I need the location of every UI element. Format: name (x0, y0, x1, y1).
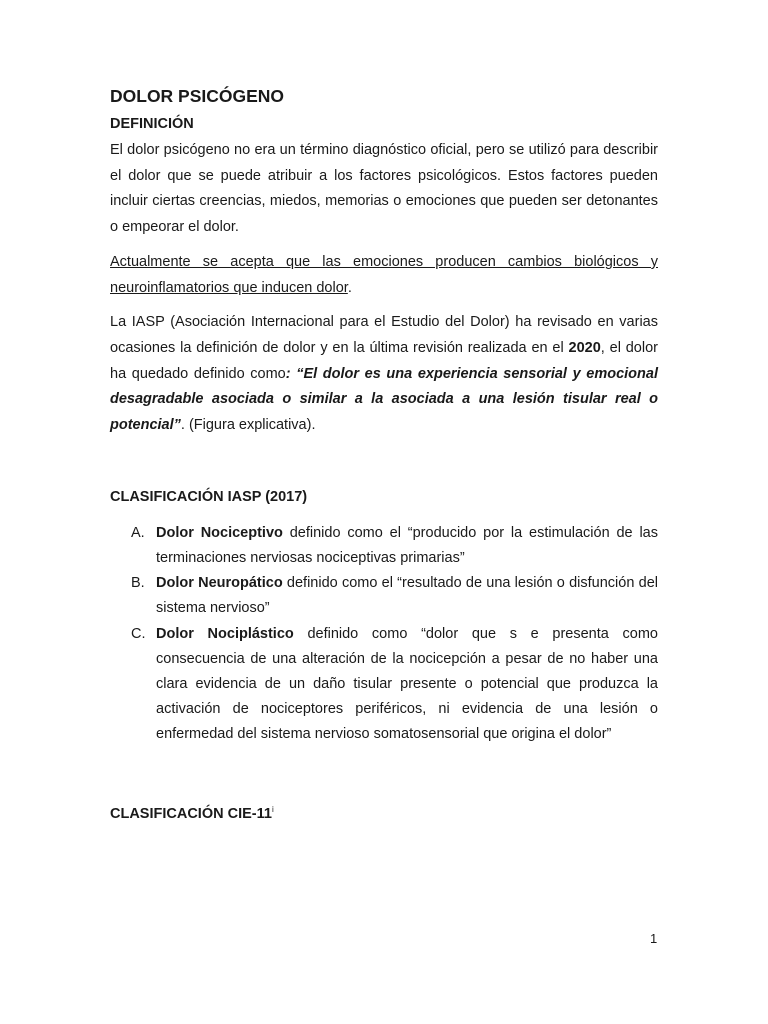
list-marker: B. (131, 575, 145, 592)
iasp-classification-heading: CLASIFICACIÓN IASP (2017) (110, 488, 308, 505)
list-item (110, 571, 658, 621)
list-term: Dolor Nociplástico (156, 625, 294, 642)
list-text: definido como “dolor que s e presenta como consecuencia de una alteración de la nocicepción a pesar de no haber una clara evidencia de un daño tisular presente o potencial que produzca la activación de nociceptores periféricos, ni evidencia de una lesión o enfermedad del sistema nervioso somatosensorial que origina el dolor” (156, 625, 658, 743)
paragraph-2-end: . (347, 279, 352, 296)
pain-definition-quote: “El dolor es una experiencia sensorial y emocional desagradable asociada o similar a la asociada a una lesión tisular real o potencial” (110, 365, 658, 434)
list-term: Dolor Nociceptivo (156, 524, 283, 541)
cie-classification-heading (110, 800, 658, 824)
definition-paragraph-2 (110, 250, 658, 301)
list-text: definido como el “resultado de una lesión o disfunción del sistema nervioso” (156, 575, 658, 617)
document-page (110, 84, 658, 823)
paragraph-3-end: . (Figura explicativa). (180, 417, 316, 434)
definition-paragraph-3 (110, 310, 658, 439)
iasp-classification-list (110, 521, 658, 748)
list-marker: C. (131, 625, 146, 642)
list-item (110, 521, 658, 571)
list-marker: A. (131, 524, 145, 541)
year-2020: 2020 (568, 339, 601, 356)
list-term: Dolor Neuropático (156, 575, 283, 592)
cie-heading-text: CLASIFICACIÓN CIE-11 (110, 805, 272, 822)
paragraph-3-start: La IASP (Asociación Internacional para el Estudio del Dolor) ha revisado en varias ocasiones la definición de dolor y en la última revisión realizada en el (110, 314, 658, 356)
underlined-statement: Actualmente se acepta que las emociones producen cambios biológicos y neuroinflamatorios que inducen dolor (110, 253, 658, 296)
paragraph-3-mid: , el dolor ha quedado definido como (110, 339, 658, 382)
footnote-marker[interactable]: i (271, 804, 274, 814)
page-number: 1 (650, 931, 658, 946)
paragraph-3-colon: : (285, 365, 297, 382)
document-title: DOLOR PSICÓGENO (110, 86, 285, 106)
list-item (110, 622, 658, 748)
definition-heading: DEFINICIÓN (110, 116, 194, 132)
definition-paragraph-1: El dolor psicógeno no era un término diagnóstico oficial, pero se utilizó para describir el dolor que se puede atribuir a los factores psicológicos. Estos factores pueden incluir ciertas creencias, miedos, memorias o emociones que pueden ser detonantes o empeorar el dolor. (110, 142, 658, 236)
list-text: definido como el “producido por la estimulación de las terminaciones nerviosas nociceptivas primarias” (156, 524, 658, 566)
